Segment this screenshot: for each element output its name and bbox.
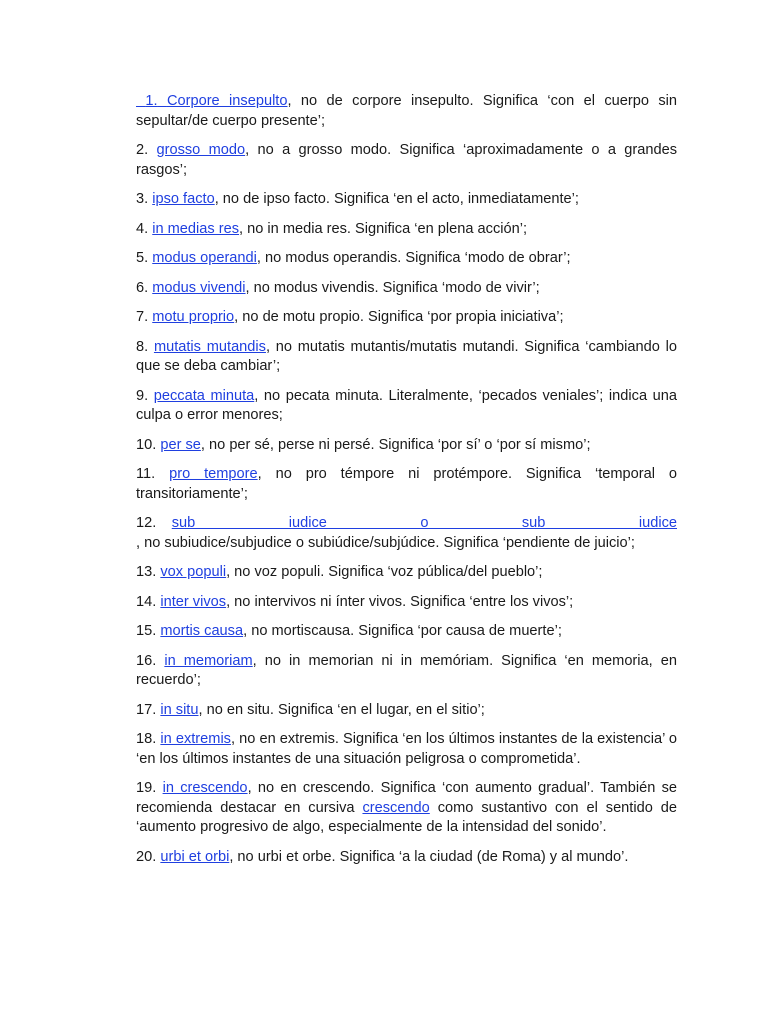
item-description: , no de ipso facto. Significa ‘en el acto, inmediatamente’; bbox=[214, 191, 579, 207]
item-number: 9. bbox=[136, 387, 149, 404]
term-link[interactable]: per se bbox=[160, 436, 201, 453]
term-link[interactable]: ipso facto bbox=[152, 191, 215, 207]
list-item bbox=[136, 220, 677, 240]
list-item bbox=[136, 593, 677, 613]
item-description: , no pro témpore ni protémpore. Significa ‘temporal o transitoriamente’; bbox=[136, 466, 677, 502]
term-link[interactable]: pro tempore bbox=[169, 466, 258, 482]
item-number: 16. bbox=[136, 652, 157, 669]
item-number: 2. bbox=[136, 142, 149, 158]
item-description: , no de corpore insepulto. Significa ‘con el cuerpo sin sepultar/de cuerpo presente’; bbox=[136, 93, 677, 129]
item-number: 15. bbox=[136, 623, 157, 639]
list-item bbox=[136, 190, 677, 210]
item-description: , no a grosso modo. Significa ‘aproximadamente o a grandes rasgos’; bbox=[136, 142, 677, 178]
term-link[interactable]: grosso modo bbox=[156, 142, 246, 158]
list-item bbox=[136, 563, 677, 583]
item-number: 14. bbox=[136, 593, 157, 610]
item-number: 8. bbox=[136, 338, 149, 355]
item-description: , no modus vivendis. Significa ‘modo de vivir’; bbox=[245, 279, 540, 296]
list-item bbox=[136, 92, 677, 131]
item-number: 7. bbox=[136, 309, 149, 325]
item-description: , no in memorian ni in memóriam. Significa ‘en memoria, en recuerdo’; bbox=[136, 652, 677, 688]
term-link[interactable]: modus vivendi bbox=[152, 279, 246, 296]
item-description-continued: como sustantivo con el sentido de ‘aumento progresivo de algo, especialmente de la intensidad del sonido’. bbox=[136, 799, 678, 835]
term-link[interactable]: in medias res bbox=[152, 220, 240, 237]
term-link[interactable]: mortis causa bbox=[160, 623, 244, 639]
term-link[interactable]: in situ bbox=[160, 701, 199, 718]
term-link[interactable]: mutatis mutandis bbox=[153, 338, 266, 355]
list-item bbox=[136, 652, 677, 691]
term-link[interactable]: sub iudice o sub iudice bbox=[171, 515, 677, 531]
item-description: , no in media res. Significa ‘en plena acción’; bbox=[239, 220, 528, 237]
list-item bbox=[136, 338, 677, 377]
item-description: , no intervivos ni ínter vivos. Significa ‘entre los vivos’; bbox=[226, 593, 574, 610]
term-text: Corpore insepulto bbox=[166, 93, 288, 109]
item-number: 17. bbox=[136, 701, 157, 718]
list-item bbox=[136, 465, 677, 504]
term-link[interactable]: in crescendo bbox=[162, 780, 248, 796]
list-item bbox=[136, 848, 677, 868]
item-number: 3. bbox=[136, 191, 149, 207]
term-link[interactable] bbox=[136, 93, 287, 109]
item-description: , no en situ. Significa ‘en el lugar, en el sitio’; bbox=[198, 701, 485, 718]
list-item bbox=[136, 141, 677, 180]
item-description: , no de motu propio. Significa ‘por propia iniciativa’; bbox=[234, 309, 564, 325]
list-item bbox=[136, 514, 677, 553]
item-number: 20. bbox=[136, 848, 157, 865]
item-description: , no modus operandis. Significa ‘modo de obrar’; bbox=[256, 250, 571, 266]
crescendo-link[interactable]: crescendo bbox=[362, 799, 430, 816]
term-link[interactable]: modus operandi bbox=[152, 250, 257, 266]
list-item bbox=[136, 249, 677, 269]
list-item bbox=[136, 701, 677, 721]
list-item bbox=[136, 387, 677, 426]
item-number: 6. bbox=[136, 279, 149, 296]
item-description: , no en extremis. Significa ‘en los últimos instantes de la existencia’ o ‘en los últimos instantes de una situación peligrosa o comprometida’. bbox=[136, 731, 677, 767]
term-link[interactable]: urbi et orbi bbox=[160, 848, 230, 865]
list-item bbox=[136, 279, 677, 299]
item-number: 4. bbox=[136, 220, 149, 237]
list-item bbox=[136, 730, 677, 769]
list-item bbox=[136, 622, 677, 642]
term-link[interactable]: vox populi bbox=[160, 564, 227, 580]
item-description: , no subiudice/subjudice o subiúdice/subjúdice. Significa ‘pendiente de juicio’; bbox=[136, 534, 635, 551]
item-description: , no per sé, perse ni persé. Significa ‘por sí’ o ‘por sí mismo’; bbox=[200, 436, 591, 453]
item-number: 13. bbox=[136, 564, 157, 580]
item-description: , no mortiscausa. Significa ‘por causa de muerte’; bbox=[243, 623, 562, 639]
term-link[interactable]: in memoriam bbox=[164, 652, 253, 669]
term-link[interactable]: motu proprio bbox=[152, 309, 235, 325]
item-number: 11. bbox=[136, 466, 156, 482]
document-page bbox=[136, 92, 677, 877]
item-number: 10. bbox=[136, 436, 157, 453]
item-number: 1. bbox=[145, 93, 158, 109]
item-description: , no en crescendo. Significa ‘con aumento gradual’. También se recomienda destacar en cursiva bbox=[136, 780, 677, 816]
item-description: , no mutatis mutantis/mutatis mutandi. Significa ‘cambiando lo que se deba cambiar’; bbox=[136, 338, 677, 374]
item-number: 19. bbox=[136, 780, 157, 796]
term-link[interactable]: peccata minuta bbox=[153, 387, 255, 404]
term-link[interactable]: in extremis bbox=[160, 731, 231, 747]
item-number: 18. bbox=[136, 731, 157, 747]
item-description: , no pecata minuta. Literalmente, ‘pecados veniales’; indica una culpa o error menores; bbox=[136, 387, 677, 423]
list-item bbox=[136, 436, 677, 456]
item-number: 12. bbox=[136, 515, 157, 531]
item-description: , no urbi et orbe. Significa ‘a la ciudad (de Roma) y al mundo’. bbox=[229, 848, 629, 865]
item-number: 5. bbox=[136, 250, 149, 266]
item-description: , no voz populi. Significa ‘voz pública/del pueblo’; bbox=[226, 564, 543, 580]
list-item bbox=[136, 779, 677, 838]
term-link[interactable]: inter vivos bbox=[160, 593, 227, 610]
list-item bbox=[136, 308, 677, 328]
